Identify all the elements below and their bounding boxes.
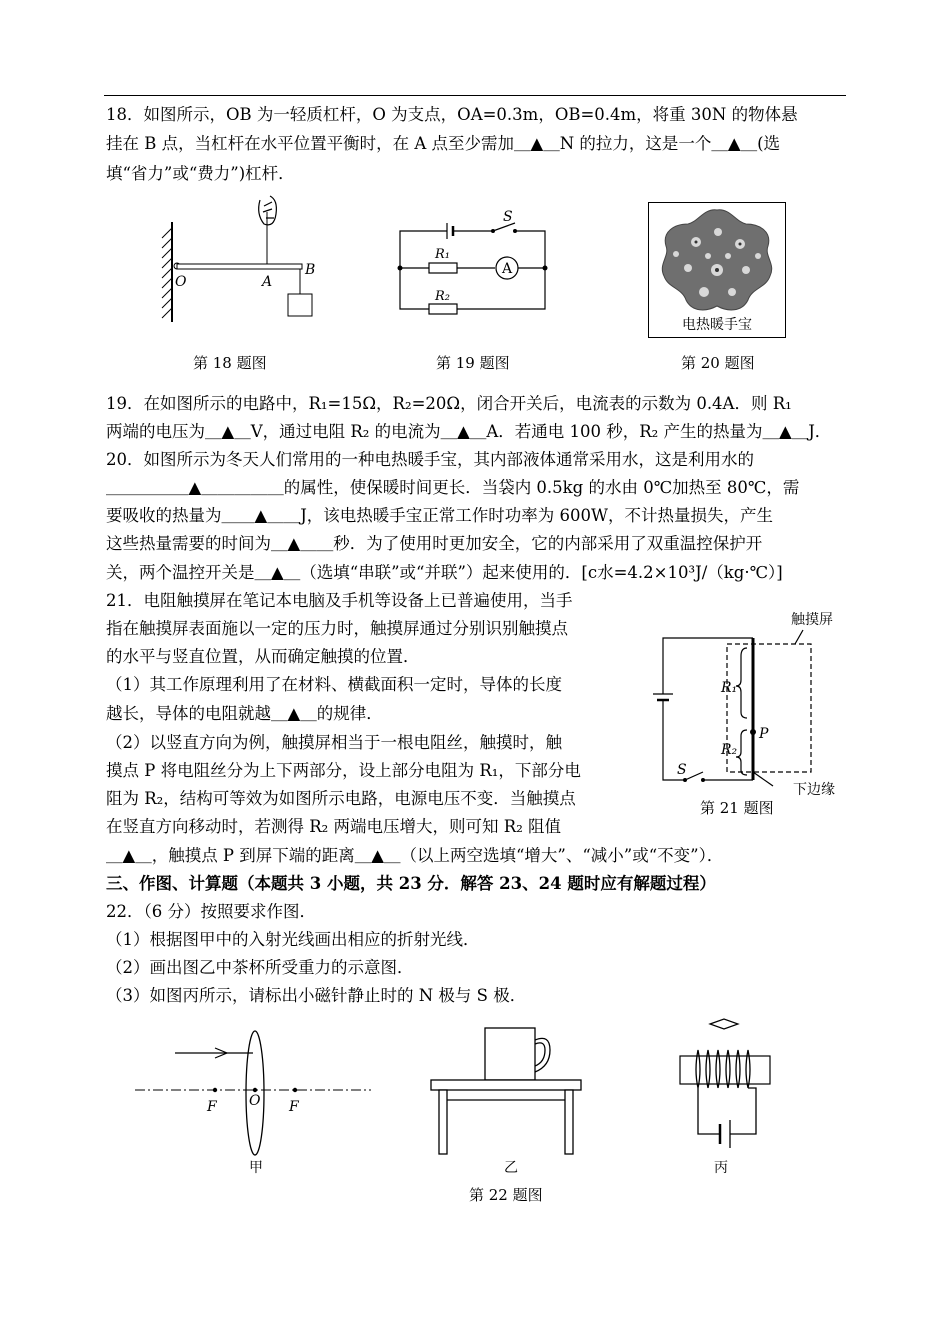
q21-line8: 阻为 R₂，结构可等效为如图所示电路，电源电压不变．当触摸点: [106, 789, 576, 808]
q19-line2: 两端的电压为＿▲＿V，通过电阻 R₂ 的电流为＿▲＿A．若通电 100 秒，R₂ 产生的热量为＿▲＿J．: [106, 422, 832, 441]
q18-line3: 填“省力”或“费力”)杠杆．: [106, 164, 295, 183]
section3-heading: 三、作图、计算题（本题共 3 小题，共 23 分．解答 23、24 题时应有解题过程）: [106, 874, 716, 893]
fig19-label-r2: R₂: [435, 289, 450, 304]
fig21-label-p: P: [759, 726, 769, 742]
q18-line2: 挂在 B 点，当杠杆在水平位置平衡时，在 A 点至少需加＿▲＿N 的拉力，这是一个＿▲＿(选: [106, 134, 781, 153]
fig22-label-f2: F: [289, 1099, 299, 1115]
fig19-ammeter: A: [502, 261, 513, 277]
fig19-label-r1: R₁: [435, 247, 450, 262]
fig22-caption: 第 22 题图: [469, 1186, 543, 1204]
fig21-label-screen: 触摸屏: [791, 612, 833, 628]
q21-line2: 指在触摸屏表面施以一定的压力时，触摸屏通过分别识别触摸点: [106, 619, 568, 638]
fig18-caption: 第 18 题图: [193, 354, 267, 372]
fig19-label-s: S: [503, 209, 513, 225]
q21-line6: （2）以竖直方向为例，触摸屏相当于一根电阻丝，触摸时，触: [106, 733, 562, 752]
fig21-label-edge: 下边缘: [793, 782, 835, 798]
q21-line5: 越长，导体的电阻就越＿▲＿的规律．: [106, 704, 383, 723]
fig21-label-r2: R₂: [721, 742, 738, 758]
q20-line1: 20．如图所示为冬天人们常用的一种电热暖手宝，其内部液体通常采用水，这是利用水的: [106, 450, 754, 469]
q18-line1: 18．如图所示，OB 为一轻质杠杆，O 为支点，OA=0.3m，OB=0.4m，将重 30N 的物体悬: [106, 105, 798, 124]
q20-line4: 这些热量需要的时间为＿▲＿＿秒．为了使用时更加安全，它的内部采用了双重温控保护开: [106, 534, 763, 553]
figure-22-bing-coil: [676, 1016, 776, 1176]
fig21-label-s: S: [677, 762, 687, 778]
fig22-label-jia: 甲: [249, 1160, 263, 1176]
q21-line1: 21．电阻触摸屏在笔记本电脑及手机等设备上已普遍使用，当手: [106, 591, 573, 610]
fig22-label-yi: 乙: [504, 1160, 518, 1176]
q22-line3: （2）画出图乙中茶杯所受重力的示意图．: [106, 958, 414, 977]
q22-line1: 22．（6 分）按照要求作图．: [106, 902, 316, 921]
top-rule: [104, 95, 846, 96]
q21-line4: （1）其工作原理利用了在材料、横截面积一定时，导体的长度: [106, 675, 562, 694]
fig22-label-f1: F: [207, 1099, 217, 1115]
figure-22-yi-table: [425, 1028, 595, 1178]
q22-line2: （1）根据图甲中的入射光线画出相应的折射光线．: [106, 930, 480, 949]
q21-line10: ＿▲＿，触摸点 P 到屏下端的距离＿▲＿（以上两空选填“增大”、“减小”或“不变”）．: [106, 846, 724, 865]
q21-line7: 摸点 P 将电阻丝分为上下两部分，设上部分电阻为 R₁，下部分电: [106, 761, 581, 780]
fig21-caption: 第 21 题图: [700, 799, 774, 817]
q22-line4: （3）如图丙所示，请标出小磁针静止时的 N 极与 S 极．: [106, 986, 527, 1005]
fig20-label: 电热暖手宝: [682, 317, 752, 333]
figure-18-lever: [150, 192, 330, 332]
q20-line5: 关，两个温控开关是＿▲＿（选填“串联”或“并联”）起来使用的．[c水=4.2×10³J/（kg·℃）]: [106, 563, 783, 582]
figure-20-hand-warmer: [648, 202, 786, 338]
q21-line3: 的水平与竖直位置，从而确定触摸的位置．: [106, 647, 420, 666]
figure-22-jia-lens: [135, 1028, 375, 1178]
fig22-label-bing: 丙: [714, 1160, 728, 1176]
q20-line3: 要吸收的热量为＿＿▲＿＿J，该电热暖手宝正常工作时功率为 600W，不计热量损失，产生: [106, 506, 774, 525]
fig18-label-a: A: [262, 274, 273, 290]
figure-19-circuit: [390, 205, 560, 320]
q21-line9: 在竖直方向移动时，若测得 R₂ 两端电压增大，则可知 R₂ 阻值: [106, 817, 562, 836]
fig18-label-o: O: [175, 274, 187, 290]
fig19-caption: 第 19 题图: [436, 354, 510, 372]
fig22-label-o: O: [249, 1093, 261, 1109]
fig20-caption: 第 20 题图: [681, 354, 755, 372]
q20-line2: ＿＿＿＿＿▲＿＿＿＿＿的属性，使保暖时间更长．当袋内 0.5kg 的水由 0℃加热至 80℃，需: [106, 478, 800, 497]
q19-line1: 19．在如图所示的电路中，R₁=15Ω，R₂=20Ω，闭合开关后，电流表的示数为 0.4A．则 R₁: [106, 394, 792, 413]
figure-21-touchscreen: [645, 606, 845, 816]
fig18-label-b: B: [305, 262, 316, 278]
fig21-label-r1: R₁: [721, 680, 738, 696]
